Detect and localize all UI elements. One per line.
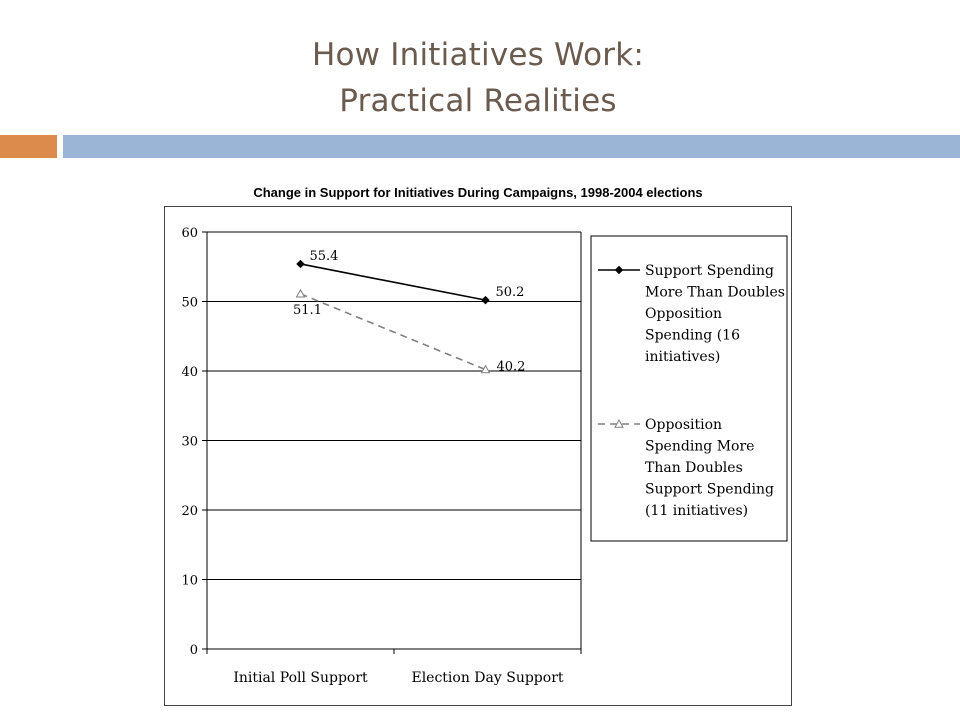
legend-label-line: Opposition: [645, 417, 723, 433]
data-point-diamond: [482, 297, 489, 304]
y-tick-label: 30: [181, 434, 198, 450]
data-label: 55.4: [309, 248, 339, 264]
series-line-1: [301, 264, 486, 300]
y-tick-label: 20: [181, 504, 198, 519]
data-label: 50.2: [495, 285, 525, 301]
legend-label-line: (11 initiatives): [645, 503, 749, 519]
y-tick-label: 50: [181, 295, 198, 311]
data-label: 51.1: [293, 302, 322, 318]
legend-label-line: More Than Doubles: [645, 284, 785, 301]
legend-label-line: Than Doubles: [645, 460, 743, 476]
legend-label-line: Support Spending: [645, 263, 775, 279]
y-tick-label: 40: [181, 365, 198, 380]
data-label: 40.2: [496, 359, 526, 375]
legend-label-line: Spending More: [645, 438, 755, 455]
series-line-2: [301, 294, 486, 370]
y-tick-label: 60: [181, 226, 198, 241]
x-tick-label: Initial Poll Support: [233, 670, 368, 686]
legend-label-line: initiatives): [645, 349, 721, 365]
y-tick-label: 10: [181, 573, 198, 589]
x-tick-label: Election Day Support: [411, 670, 564, 686]
legend-label-line: Opposition: [645, 306, 723, 322]
chart-title: Change in Support for Initiatives During Campaigns, 1998-2004 elections: [253, 185, 703, 200]
slide-title-line-2: Practical Realities: [339, 83, 617, 119]
slide-title-line-1: How Initiatives Work:: [312, 37, 644, 73]
legend-label-line: Support Spending: [645, 481, 775, 498]
data-point-triangle: [297, 290, 305, 297]
legend-label-line: Spending (16: [645, 327, 740, 344]
data-point-diamond: [297, 260, 304, 267]
y-tick-label: 0: [189, 643, 198, 658]
